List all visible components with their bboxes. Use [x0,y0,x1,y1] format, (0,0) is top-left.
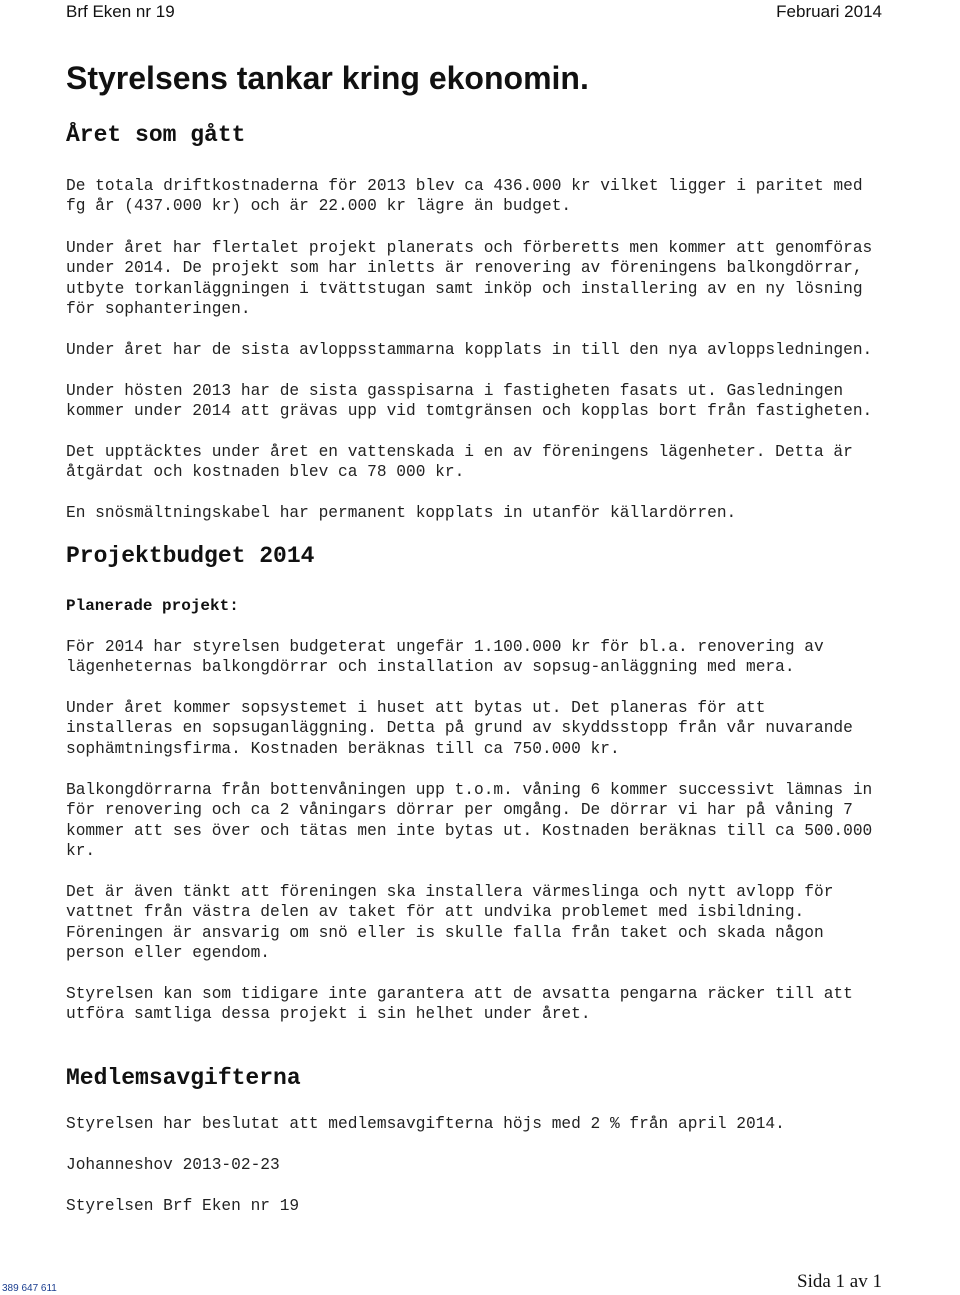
text-line: Styrelsen Brf Eken nr 19 [66,1197,300,1215]
paragraph-water-damage [66,442,960,483]
text-line: kommer att ses över och tätas men inte bytas ut. Kostnaden beräknas till ca 500.000 [66,821,873,840]
text-line: sophämtningsfirma. Kostnaden beräknas till ca 750.000 kr. [66,739,620,758]
text-line: Under hösten 2013 har de sista gasspisarna i fastigheten fasats ut. Gasledningen [66,382,844,400]
text-line: vattnet från västra delen av taket för att undvika problemet med isbildning. [66,903,805,922]
text-line: Styrelsen har beslutat att medlemsavgifterna höjs med 2 % från april 2014. [66,1115,785,1133]
header-date: Februari 2014 [776,2,882,21]
text-line: Det upptäcktes under året en vattenskada i en av föreningens lägenheter. Detta är [66,443,853,461]
text-line: under 2014. De projekt som har inletts är renovering av föreningens balkongdörrar, [66,259,863,278]
paragraph-fee-increase [66,1114,960,1134]
text-line: åtgärdat och kostnaden blev ca 78 000 kr. [66,463,465,482]
text-line: kr. [66,842,96,861]
text-line: kommer under 2014 att grävas upp vid tomtgränsen och kopplas bort från fastigheten. [66,402,873,421]
text-line: fg år (437.000 kr) och är 22.000 kr lägre än budget. [66,197,572,216]
paragraph-gas [66,381,960,422]
text-line: En snösmältningskabel har permanent kopplats in utanför källardörren. [66,504,737,522]
text-line: De totala driftkostnaderna för 2013 blev ca 436.000 kr vilket ligger i paritet med [66,177,863,195]
header-association-name: Brf Eken nr 19 [66,2,175,21]
text-line: Det är även tänkt att föreningen ska installera värmeslinga och nytt avlopp för [66,883,834,901]
text-line: Balkongdörrarna från bottenvåningen upp t.o.m. våning 6 kommer successivt lämnas in [66,781,873,799]
paragraph-snow-cable [66,503,960,523]
page-number: Sida 1 av 1 [797,1271,882,1292]
text-line: utbyte torkanläggningen i tvättstugan samt inköp och installering av en ny lösning [66,279,863,298]
section-heading-budget: Projektbudget 2014 [66,543,315,569]
text-line: Föreningen är ansvarig om snö eller is skulle falla från taket och skada någon [66,923,824,942]
text-line: Under året har de sista avloppsstammarna kopplats in till den nya avloppsledningen. [66,341,873,359]
paragraph-sewage [66,340,960,360]
text-line: för sophanteringen. [66,300,251,319]
document-id: 389 647 611 [2,1283,57,1294]
section-heading-year: Året som gått [66,122,246,148]
text-line: Styrelsen kan som tidigare inte garantera att de avsatta pengarna räcker till att [66,985,853,1003]
signature-line [66,1196,960,1216]
subheading-planned-projects: Planerade projekt: [66,597,239,615]
text-line: installeras en sopsuganläggning. Detta på grund av skyddsstopp från vår nuvarande [66,719,853,738]
text-line: Under året har flertalet projekt planerats och förberetts men kommer att genomföras [66,239,873,257]
text-line: lägenheternas balkongdörrar och installation av sopsug-anläggning med mera. [66,658,795,677]
paragraph-projects [66,238,960,320]
page-title: Styrelsens tankar kring ekonomin. [66,60,589,96]
text-line: utföra samtliga dessa projekt i sin helhet under året. [66,1005,591,1024]
text-line: för renovering och ca 2 våningars dörrar per omgång. De dörrar vi har på våning 7 [66,801,853,820]
paragraph-guarantee [66,984,960,1025]
text-line: Johanneshov 2013-02-23 [66,1156,280,1174]
section-heading-fees: Medlemsavgifterna [66,1065,301,1091]
paragraph-budget-total [66,637,960,678]
text-line: Under året kommer sopsystemet i huset att bytas ut. Det planeras för att [66,699,766,717]
paragraph-operating-costs [66,176,960,217]
text-line: person eller egendom. [66,944,270,963]
paragraph-waste-system [66,698,960,759]
place-and-date [66,1155,960,1175]
paragraph-balcony-doors [66,780,960,862]
text-line: För 2014 har styrelsen budgeterat ungefär 1.100.000 kr för bl.a. renovering av [66,638,824,656]
paragraph-roof-heating [66,882,960,964]
